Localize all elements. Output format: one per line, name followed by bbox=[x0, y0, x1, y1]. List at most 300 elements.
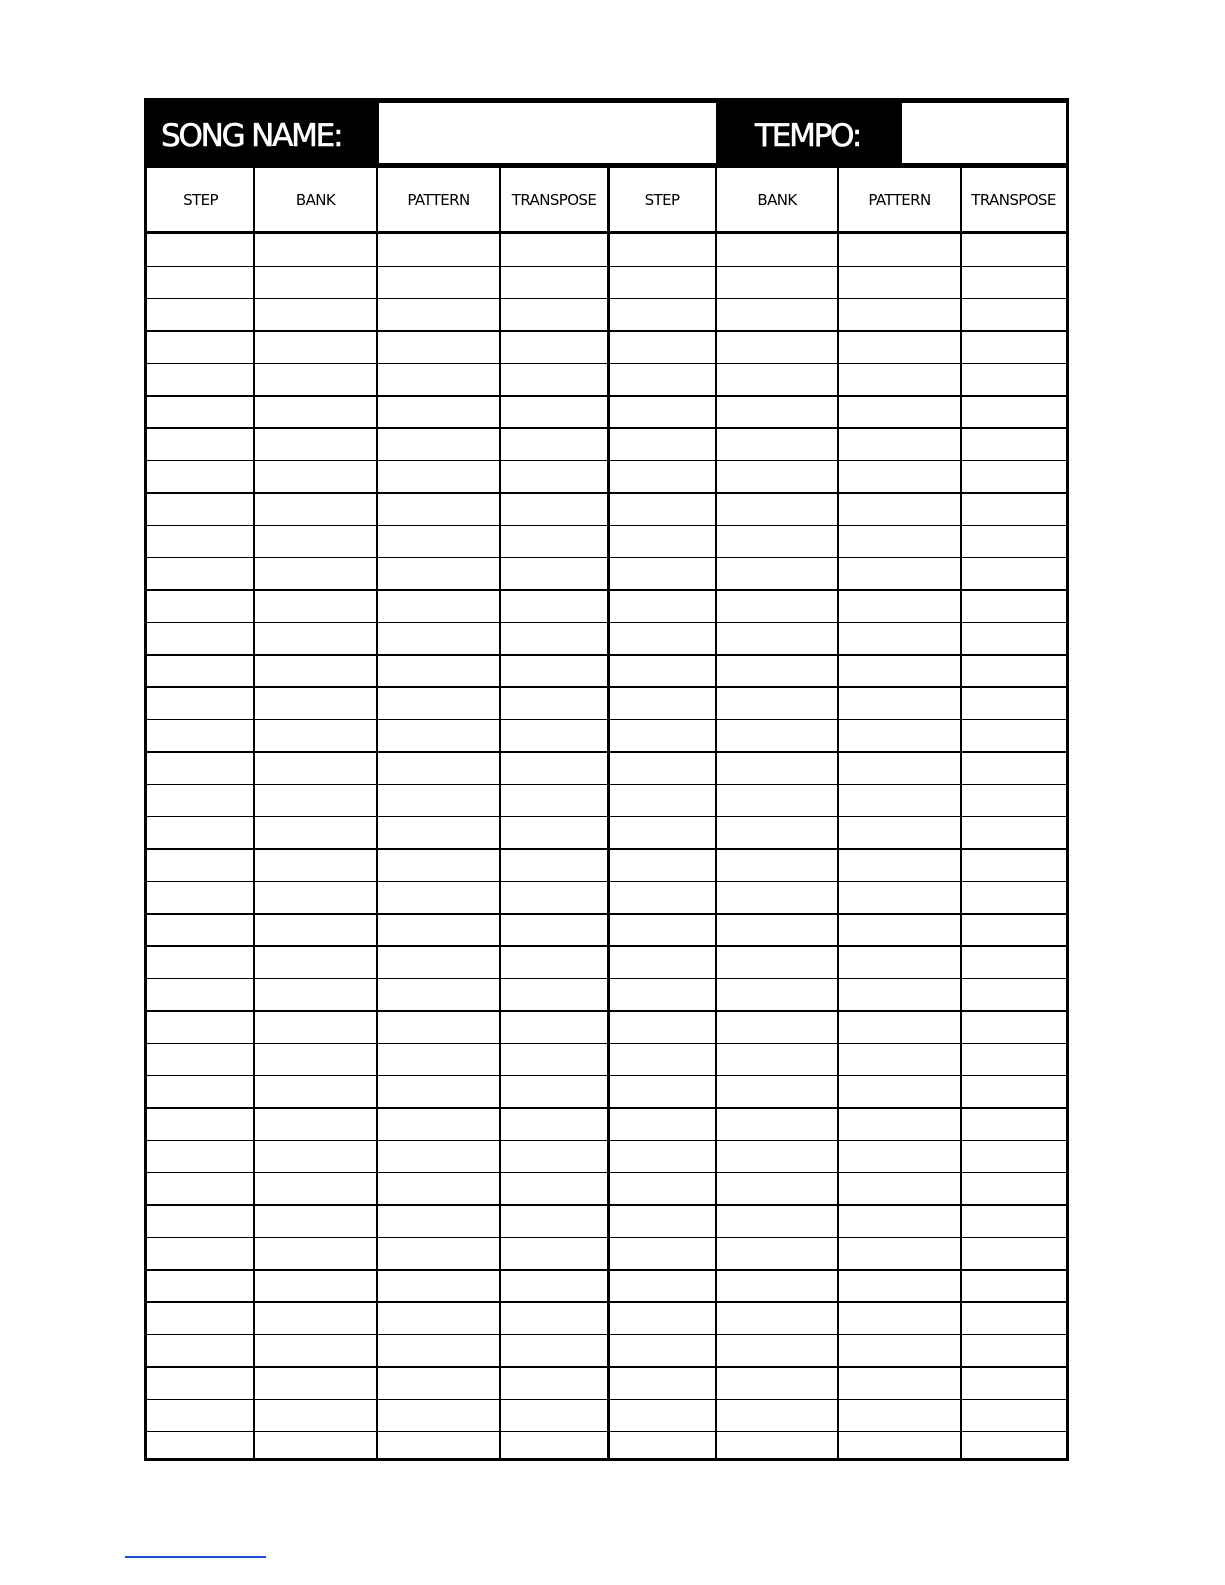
table-cell-bank[interactable] bbox=[256, 364, 375, 394]
table-cell-step[interactable] bbox=[610, 721, 714, 751]
table-cell-pattern[interactable] bbox=[379, 300, 498, 330]
table-cell-step[interactable] bbox=[149, 850, 252, 880]
table-cell-bank[interactable] bbox=[256, 753, 375, 783]
table-cell-pattern[interactable] bbox=[840, 753, 959, 783]
table-cell-bank[interactable] bbox=[256, 1077, 375, 1107]
table-cell-step[interactable] bbox=[610, 818, 714, 848]
table-cell-step[interactable] bbox=[610, 462, 714, 492]
table-cell-pattern[interactable] bbox=[840, 559, 959, 589]
table-cell-bank[interactable] bbox=[718, 623, 836, 653]
table-cell-bank[interactable] bbox=[256, 980, 375, 1010]
table-cell-step[interactable] bbox=[610, 1400, 714, 1430]
table-cell-transpose[interactable] bbox=[963, 1012, 1064, 1042]
table-cell-bank[interactable] bbox=[718, 397, 836, 427]
table-cell-transpose[interactable] bbox=[502, 721, 606, 751]
table-cell-transpose[interactable] bbox=[502, 1206, 606, 1236]
table-cell-bank[interactable] bbox=[256, 623, 375, 653]
table-cell-bank[interactable] bbox=[256, 462, 375, 492]
table-cell-step[interactable] bbox=[149, 818, 252, 848]
table-cell-transpose[interactable] bbox=[963, 462, 1064, 492]
table-cell-step[interactable] bbox=[610, 300, 714, 330]
table-cell-step[interactable] bbox=[149, 1303, 252, 1333]
table-cell-transpose[interactable] bbox=[963, 332, 1064, 362]
table-cell-bank[interactable] bbox=[256, 915, 375, 945]
table-cell-bank[interactable] bbox=[256, 494, 375, 524]
table-cell-pattern[interactable] bbox=[840, 785, 959, 815]
table-cell-transpose[interactable] bbox=[502, 1174, 606, 1204]
table-cell-step[interactable] bbox=[610, 429, 714, 459]
table-cell-bank[interactable] bbox=[256, 882, 375, 912]
table-cell-pattern[interactable] bbox=[840, 721, 959, 751]
table-cell-transpose[interactable] bbox=[963, 721, 1064, 751]
table-cell-pattern[interactable] bbox=[379, 559, 498, 589]
table-cell-transpose[interactable] bbox=[502, 559, 606, 589]
table-cell-pattern[interactable] bbox=[379, 1433, 498, 1463]
table-cell-transpose[interactable] bbox=[963, 623, 1064, 653]
table-cell-transpose[interactable] bbox=[963, 397, 1064, 427]
table-cell-transpose[interactable] bbox=[502, 1109, 606, 1139]
table-cell-transpose[interactable] bbox=[963, 1433, 1064, 1463]
table-cell-bank[interactable] bbox=[256, 267, 375, 297]
table-cell-bank[interactable] bbox=[718, 1044, 836, 1074]
table-cell-step[interactable] bbox=[610, 559, 714, 589]
table-cell-transpose[interactable] bbox=[963, 1368, 1064, 1398]
table-cell-step[interactable] bbox=[610, 947, 714, 977]
tempo-field[interactable] bbox=[902, 103, 1066, 163]
table-cell-bank[interactable] bbox=[256, 429, 375, 459]
table-cell-transpose[interactable] bbox=[963, 1044, 1064, 1074]
table-cell-pattern[interactable] bbox=[840, 332, 959, 362]
table-cell-transpose[interactable] bbox=[502, 429, 606, 459]
table-cell-bank[interactable] bbox=[718, 1368, 836, 1398]
table-cell-step[interactable] bbox=[149, 753, 252, 783]
table-cell-step[interactable] bbox=[149, 1336, 252, 1366]
table-cell-bank[interactable] bbox=[718, 267, 836, 297]
table-cell-pattern[interactable] bbox=[840, 526, 959, 556]
table-cell-step[interactable] bbox=[149, 1400, 252, 1430]
table-cell-bank[interactable] bbox=[256, 1336, 375, 1366]
table-cell-step[interactable] bbox=[149, 591, 252, 621]
table-cell-step[interactable] bbox=[149, 915, 252, 945]
table-cell-pattern[interactable] bbox=[840, 1012, 959, 1042]
table-cell-pattern[interactable] bbox=[840, 1400, 959, 1430]
table-cell-transpose[interactable] bbox=[502, 235, 606, 265]
table-cell-pattern[interactable] bbox=[379, 235, 498, 265]
table-cell-step[interactable] bbox=[149, 332, 252, 362]
table-cell-transpose[interactable] bbox=[502, 1271, 606, 1301]
table-cell-step[interactable] bbox=[610, 1368, 714, 1398]
table-cell-transpose[interactable] bbox=[502, 1400, 606, 1430]
table-cell-transpose[interactable] bbox=[963, 1174, 1064, 1204]
table-cell-bank[interactable] bbox=[718, 559, 836, 589]
table-cell-transpose[interactable] bbox=[963, 980, 1064, 1010]
table-cell-bank[interactable] bbox=[256, 850, 375, 880]
table-cell-pattern[interactable] bbox=[379, 688, 498, 718]
table-cell-pattern[interactable] bbox=[379, 1077, 498, 1107]
table-cell-bank[interactable] bbox=[718, 332, 836, 362]
table-cell-step[interactable] bbox=[610, 1044, 714, 1074]
table-cell-transpose[interactable] bbox=[502, 462, 606, 492]
table-cell-pattern[interactable] bbox=[840, 623, 959, 653]
table-cell-step[interactable] bbox=[610, 267, 714, 297]
table-cell-pattern[interactable] bbox=[840, 1271, 959, 1301]
table-cell-transpose[interactable] bbox=[963, 267, 1064, 297]
table-cell-step[interactable] bbox=[149, 1044, 252, 1074]
table-cell-pattern[interactable] bbox=[840, 1109, 959, 1139]
table-cell-bank[interactable] bbox=[256, 559, 375, 589]
table-cell-transpose[interactable] bbox=[502, 688, 606, 718]
table-cell-transpose[interactable] bbox=[963, 1141, 1064, 1171]
table-cell-pattern[interactable] bbox=[840, 429, 959, 459]
table-cell-step[interactable] bbox=[610, 1303, 714, 1333]
table-cell-pattern[interactable] bbox=[379, 980, 498, 1010]
table-cell-transpose[interactable] bbox=[502, 818, 606, 848]
table-cell-transpose[interactable] bbox=[963, 1077, 1064, 1107]
table-cell-step[interactable] bbox=[149, 429, 252, 459]
table-cell-bank[interactable] bbox=[256, 332, 375, 362]
table-cell-pattern[interactable] bbox=[379, 1141, 498, 1171]
table-cell-pattern[interactable] bbox=[840, 494, 959, 524]
table-cell-pattern[interactable] bbox=[379, 882, 498, 912]
table-cell-pattern[interactable] bbox=[840, 364, 959, 394]
table-cell-step[interactable] bbox=[610, 915, 714, 945]
table-cell-pattern[interactable] bbox=[840, 462, 959, 492]
table-cell-pattern[interactable] bbox=[379, 397, 498, 427]
table-cell-step[interactable] bbox=[610, 494, 714, 524]
table-cell-pattern[interactable] bbox=[379, 332, 498, 362]
table-cell-bank[interactable] bbox=[718, 1206, 836, 1236]
table-cell-transpose[interactable] bbox=[502, 1433, 606, 1463]
table-cell-pattern[interactable] bbox=[840, 591, 959, 621]
table-cell-pattern[interactable] bbox=[840, 915, 959, 945]
table-cell-bank[interactable] bbox=[256, 688, 375, 718]
table-cell-pattern[interactable] bbox=[379, 267, 498, 297]
table-cell-transpose[interactable] bbox=[963, 526, 1064, 556]
table-cell-pattern[interactable] bbox=[840, 688, 959, 718]
table-cell-step[interactable] bbox=[149, 656, 252, 686]
table-cell-bank[interactable] bbox=[256, 397, 375, 427]
table-cell-bank[interactable] bbox=[718, 1433, 836, 1463]
table-cell-step[interactable] bbox=[610, 623, 714, 653]
table-cell-transpose[interactable] bbox=[502, 882, 606, 912]
table-cell-transpose[interactable] bbox=[963, 753, 1064, 783]
table-cell-step[interactable] bbox=[610, 1109, 714, 1139]
table-cell-pattern[interactable] bbox=[379, 1206, 498, 1236]
song-name-field[interactable] bbox=[379, 103, 716, 163]
table-cell-transpose[interactable] bbox=[502, 623, 606, 653]
table-cell-step[interactable] bbox=[149, 559, 252, 589]
table-cell-step[interactable] bbox=[610, 1012, 714, 1042]
table-cell-transpose[interactable] bbox=[963, 688, 1064, 718]
table-cell-step[interactable] bbox=[149, 526, 252, 556]
table-cell-pattern[interactable] bbox=[840, 235, 959, 265]
table-cell-step[interactable] bbox=[610, 882, 714, 912]
table-cell-step[interactable] bbox=[149, 947, 252, 977]
table-cell-transpose[interactable] bbox=[502, 947, 606, 977]
table-cell-transpose[interactable] bbox=[963, 785, 1064, 815]
table-cell-transpose[interactable] bbox=[963, 591, 1064, 621]
table-cell-pattern[interactable] bbox=[840, 882, 959, 912]
table-cell-bank[interactable] bbox=[256, 947, 375, 977]
table-cell-pattern[interactable] bbox=[840, 656, 959, 686]
table-cell-pattern[interactable] bbox=[840, 1303, 959, 1333]
table-cell-step[interactable] bbox=[610, 1077, 714, 1107]
table-cell-step[interactable] bbox=[610, 1336, 714, 1366]
table-cell-transpose[interactable] bbox=[963, 1238, 1064, 1268]
table-cell-pattern[interactable] bbox=[379, 1012, 498, 1042]
table-cell-transpose[interactable] bbox=[502, 397, 606, 427]
table-cell-pattern[interactable] bbox=[379, 1271, 498, 1301]
table-cell-bank[interactable] bbox=[256, 785, 375, 815]
table-cell-bank[interactable] bbox=[718, 1400, 836, 1430]
table-cell-bank[interactable] bbox=[256, 526, 375, 556]
table-cell-pattern[interactable] bbox=[840, 1174, 959, 1204]
table-cell-bank[interactable] bbox=[718, 462, 836, 492]
table-cell-step[interactable] bbox=[610, 1238, 714, 1268]
table-cell-pattern[interactable] bbox=[379, 721, 498, 751]
table-cell-step[interactable] bbox=[610, 688, 714, 718]
table-cell-transpose[interactable] bbox=[963, 559, 1064, 589]
table-cell-step[interactable] bbox=[149, 1433, 252, 1463]
table-cell-transpose[interactable] bbox=[502, 332, 606, 362]
table-cell-step[interactable] bbox=[149, 882, 252, 912]
table-cell-bank[interactable] bbox=[256, 1174, 375, 1204]
table-cell-transpose[interactable] bbox=[502, 850, 606, 880]
table-cell-transpose[interactable] bbox=[963, 1206, 1064, 1236]
table-cell-pattern[interactable] bbox=[379, 364, 498, 394]
table-cell-transpose[interactable] bbox=[502, 1368, 606, 1398]
table-cell-step[interactable] bbox=[149, 364, 252, 394]
table-cell-bank[interactable] bbox=[718, 429, 836, 459]
table-cell-step[interactable] bbox=[149, 623, 252, 653]
table-cell-transpose[interactable] bbox=[502, 915, 606, 945]
table-cell-step[interactable] bbox=[610, 332, 714, 362]
table-cell-transpose[interactable] bbox=[502, 1044, 606, 1074]
table-cell-bank[interactable] bbox=[718, 1303, 836, 1333]
table-cell-bank[interactable] bbox=[718, 980, 836, 1010]
table-cell-step[interactable] bbox=[610, 850, 714, 880]
table-cell-bank[interactable] bbox=[718, 591, 836, 621]
table-cell-pattern[interactable] bbox=[379, 1109, 498, 1139]
table-cell-pattern[interactable] bbox=[379, 429, 498, 459]
table-cell-pattern[interactable] bbox=[840, 1238, 959, 1268]
table-cell-pattern[interactable] bbox=[379, 818, 498, 848]
table-cell-step[interactable] bbox=[610, 1433, 714, 1463]
table-cell-transpose[interactable] bbox=[963, 818, 1064, 848]
table-cell-step[interactable] bbox=[149, 300, 252, 330]
table-cell-step[interactable] bbox=[610, 364, 714, 394]
table-cell-bank[interactable] bbox=[256, 1109, 375, 1139]
table-cell-step[interactable] bbox=[149, 688, 252, 718]
table-cell-transpose[interactable] bbox=[502, 300, 606, 330]
table-cell-bank[interactable] bbox=[256, 1400, 375, 1430]
table-cell-step[interactable] bbox=[149, 1271, 252, 1301]
table-cell-bank[interactable] bbox=[718, 1336, 836, 1366]
table-cell-transpose[interactable] bbox=[502, 980, 606, 1010]
table-cell-pattern[interactable] bbox=[840, 1433, 959, 1463]
table-cell-bank[interactable] bbox=[718, 235, 836, 265]
table-cell-transpose[interactable] bbox=[963, 235, 1064, 265]
table-cell-transpose[interactable] bbox=[502, 1238, 606, 1268]
table-cell-bank[interactable] bbox=[718, 526, 836, 556]
table-cell-transpose[interactable] bbox=[963, 850, 1064, 880]
table-cell-step[interactable] bbox=[610, 397, 714, 427]
table-cell-transpose[interactable] bbox=[502, 526, 606, 556]
table-cell-transpose[interactable] bbox=[502, 656, 606, 686]
table-cell-bank[interactable] bbox=[718, 300, 836, 330]
table-cell-pattern[interactable] bbox=[379, 1400, 498, 1430]
table-cell-pattern[interactable] bbox=[840, 397, 959, 427]
table-cell-step[interactable] bbox=[149, 1206, 252, 1236]
table-cell-pattern[interactable] bbox=[840, 980, 959, 1010]
table-cell-transpose[interactable] bbox=[963, 915, 1064, 945]
table-cell-pattern[interactable] bbox=[840, 1141, 959, 1171]
table-cell-pattern[interactable] bbox=[379, 656, 498, 686]
table-cell-bank[interactable] bbox=[256, 235, 375, 265]
table-cell-step[interactable] bbox=[149, 1012, 252, 1042]
table-cell-pattern[interactable] bbox=[840, 1077, 959, 1107]
table-cell-transpose[interactable] bbox=[502, 1141, 606, 1171]
table-cell-bank[interactable] bbox=[718, 1077, 836, 1107]
table-cell-bank[interactable] bbox=[256, 656, 375, 686]
table-cell-bank[interactable] bbox=[256, 591, 375, 621]
table-cell-step[interactable] bbox=[149, 1368, 252, 1398]
table-cell-step[interactable] bbox=[149, 1238, 252, 1268]
table-cell-bank[interactable] bbox=[256, 818, 375, 848]
table-cell-step[interactable] bbox=[149, 1174, 252, 1204]
table-cell-bank[interactable] bbox=[718, 915, 836, 945]
table-cell-bank[interactable] bbox=[256, 1141, 375, 1171]
table-cell-transpose[interactable] bbox=[963, 1109, 1064, 1139]
table-cell-step[interactable] bbox=[610, 980, 714, 1010]
table-cell-transpose[interactable] bbox=[502, 1012, 606, 1042]
table-cell-step[interactable] bbox=[149, 397, 252, 427]
table-cell-pattern[interactable] bbox=[379, 850, 498, 880]
table-cell-step[interactable] bbox=[610, 1174, 714, 1204]
table-cell-step[interactable] bbox=[610, 1141, 714, 1171]
table-cell-bank[interactable] bbox=[718, 1141, 836, 1171]
table-cell-transpose[interactable] bbox=[502, 785, 606, 815]
table-cell-step[interactable] bbox=[610, 1271, 714, 1301]
table-cell-step[interactable] bbox=[149, 721, 252, 751]
table-cell-bank[interactable] bbox=[256, 1238, 375, 1268]
table-cell-transpose[interactable] bbox=[502, 1303, 606, 1333]
table-cell-transpose[interactable] bbox=[963, 300, 1064, 330]
table-cell-bank[interactable] bbox=[718, 721, 836, 751]
table-cell-transpose[interactable] bbox=[963, 882, 1064, 912]
table-cell-bank[interactable] bbox=[718, 1012, 836, 1042]
table-cell-bank[interactable] bbox=[718, 1109, 836, 1139]
table-cell-bank[interactable] bbox=[718, 1271, 836, 1301]
table-cell-transpose[interactable] bbox=[963, 1303, 1064, 1333]
table-cell-step[interactable] bbox=[149, 785, 252, 815]
table-cell-transpose[interactable] bbox=[963, 1400, 1064, 1430]
table-cell-transpose[interactable] bbox=[963, 364, 1064, 394]
table-cell-bank[interactable] bbox=[256, 1012, 375, 1042]
table-cell-pattern[interactable] bbox=[840, 267, 959, 297]
table-cell-step[interactable] bbox=[149, 980, 252, 1010]
table-cell-transpose[interactable] bbox=[502, 591, 606, 621]
table-cell-bank[interactable] bbox=[718, 1238, 836, 1268]
table-cell-step[interactable] bbox=[610, 656, 714, 686]
table-cell-bank[interactable] bbox=[256, 721, 375, 751]
table-cell-pattern[interactable] bbox=[840, 300, 959, 330]
table-cell-pattern[interactable] bbox=[379, 494, 498, 524]
table-cell-bank[interactable] bbox=[718, 818, 836, 848]
table-cell-pattern[interactable] bbox=[379, 785, 498, 815]
table-cell-bank[interactable] bbox=[718, 364, 836, 394]
table-cell-transpose[interactable] bbox=[502, 494, 606, 524]
footer-link-underline[interactable] bbox=[125, 1556, 266, 1558]
table-cell-bank[interactable] bbox=[718, 753, 836, 783]
table-cell-step[interactable] bbox=[149, 1141, 252, 1171]
table-cell-pattern[interactable] bbox=[379, 1303, 498, 1333]
table-cell-bank[interactable] bbox=[256, 300, 375, 330]
table-cell-transpose[interactable] bbox=[963, 494, 1064, 524]
table-cell-pattern[interactable] bbox=[379, 1174, 498, 1204]
table-cell-pattern[interactable] bbox=[379, 462, 498, 492]
table-cell-pattern[interactable] bbox=[379, 915, 498, 945]
table-cell-bank[interactable] bbox=[718, 494, 836, 524]
table-cell-pattern[interactable] bbox=[840, 1336, 959, 1366]
table-cell-step[interactable] bbox=[610, 785, 714, 815]
table-cell-bank[interactable] bbox=[256, 1368, 375, 1398]
table-cell-transpose[interactable] bbox=[963, 429, 1064, 459]
table-cell-bank[interactable] bbox=[718, 947, 836, 977]
table-cell-step[interactable] bbox=[149, 1109, 252, 1139]
table-cell-bank[interactable] bbox=[718, 882, 836, 912]
table-cell-transpose[interactable] bbox=[502, 267, 606, 297]
table-cell-pattern[interactable] bbox=[379, 526, 498, 556]
table-cell-pattern[interactable] bbox=[379, 1044, 498, 1074]
table-cell-step[interactable] bbox=[149, 235, 252, 265]
table-cell-pattern[interactable] bbox=[379, 591, 498, 621]
table-cell-step[interactable] bbox=[610, 753, 714, 783]
table-cell-bank[interactable] bbox=[256, 1206, 375, 1236]
table-cell-bank[interactable] bbox=[718, 688, 836, 718]
table-cell-step[interactable] bbox=[610, 526, 714, 556]
table-cell-transpose[interactable] bbox=[502, 753, 606, 783]
table-cell-pattern[interactable] bbox=[840, 947, 959, 977]
table-cell-pattern[interactable] bbox=[379, 1336, 498, 1366]
table-cell-bank[interactable] bbox=[256, 1303, 375, 1333]
table-cell-bank[interactable] bbox=[256, 1044, 375, 1074]
table-cell-step[interactable] bbox=[610, 1206, 714, 1236]
table-cell-pattern[interactable] bbox=[840, 1368, 959, 1398]
table-cell-transpose[interactable] bbox=[502, 1336, 606, 1366]
table-cell-bank[interactable] bbox=[256, 1271, 375, 1301]
table-cell-pattern[interactable] bbox=[840, 1044, 959, 1074]
table-cell-bank[interactable] bbox=[256, 1433, 375, 1463]
table-cell-bank[interactable] bbox=[718, 850, 836, 880]
table-cell-bank[interactable] bbox=[718, 785, 836, 815]
table-cell-bank[interactable] bbox=[718, 1174, 836, 1204]
table-cell-pattern[interactable] bbox=[840, 1206, 959, 1236]
table-cell-pattern[interactable] bbox=[379, 753, 498, 783]
table-cell-pattern[interactable] bbox=[379, 1368, 498, 1398]
table-cell-step[interactable] bbox=[149, 462, 252, 492]
table-cell-pattern[interactable] bbox=[379, 623, 498, 653]
table-cell-transpose[interactable] bbox=[502, 364, 606, 394]
table-cell-transpose[interactable] bbox=[963, 1271, 1064, 1301]
table-cell-transpose[interactable] bbox=[963, 1336, 1064, 1366]
table-cell-transpose[interactable] bbox=[963, 947, 1064, 977]
table-cell-step[interactable] bbox=[149, 1077, 252, 1107]
table-cell-pattern[interactable] bbox=[840, 818, 959, 848]
table-cell-step[interactable] bbox=[149, 267, 252, 297]
table-cell-transpose[interactable] bbox=[502, 1077, 606, 1107]
table-cell-pattern[interactable] bbox=[379, 1238, 498, 1268]
